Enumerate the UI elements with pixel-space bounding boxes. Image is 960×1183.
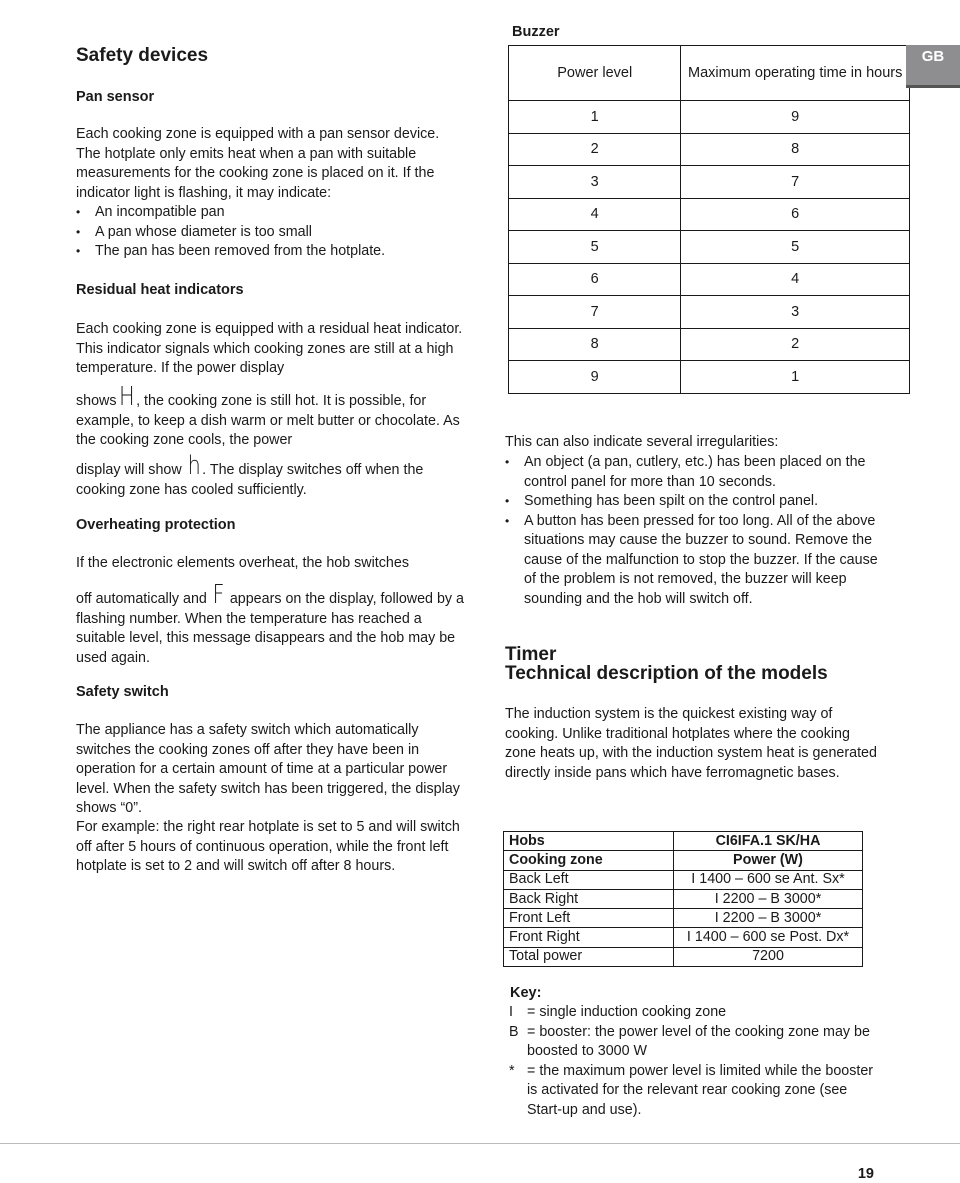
display-symbol-h-upper: H: [118, 382, 135, 412]
key-text: = the maximum power level is limited while the booster is activated for the relevant rear cooking zone (see Start-up and use).: [527, 1062, 874, 1118]
pan-sensor-heading: Pan sensor: [76, 89, 155, 105]
power-level-cell: 4: [509, 198, 681, 231]
buzzer-table: [508, 45, 910, 394]
display-symbol-f: F: [212, 580, 225, 610]
safety-devices-title: Safety devices: [76, 45, 209, 66]
text-appears: appears on the display, followed by a flashing number. When the temperature has reached a suitable level, this message disappears and the hob may be used again.: [76, 591, 465, 666]
power-level-cell: 1: [509, 101, 681, 134]
irregularities-list: [505, 453, 883, 609]
text-display-will-show: display will show: [76, 462, 182, 478]
column-header-power-level: Power level: [509, 46, 681, 101]
power-label: Power (W): [674, 851, 863, 870]
table-row: [509, 198, 910, 231]
list-item: • A pan whose diameter is too small: [76, 223, 471, 243]
pan-sensor-list: [76, 203, 471, 262]
zone-cell: Front Left: [504, 909, 674, 928]
hours-cell: 8: [681, 133, 910, 166]
models-table: [503, 831, 863, 967]
power-level-cell: 3: [509, 166, 681, 199]
residual-heat-text-1: Each cooking zone is equipped with a residual heat indicator. This indicator signals which cooking zones are still at a high temperature. If the power display: [76, 321, 463, 376]
power-level-cell: 8: [509, 328, 681, 361]
power-cell: I 2200 – B 3000*: [674, 909, 863, 928]
hours-cell: 3: [681, 296, 910, 329]
safety-switch-text-1: The appliance has a safety switch which automatically switches the cooking zones off after they have been in operation for a certain amount of time at a particular power level. When the safety switch has been triggered, the display shows “0”.: [76, 722, 460, 816]
table-row: [504, 928, 863, 947]
hours-cell: 7: [681, 166, 910, 199]
list-item: • An object (a pan, cutlery, etc.) has been placed on the control panel for more than 10 seconds.: [505, 453, 883, 492]
table-row: [509, 231, 910, 264]
list-item: • An incompatible pan: [76, 203, 471, 223]
power-level-cell: 7: [509, 296, 681, 329]
buzzer-heading: Buzzer: [512, 24, 560, 40]
tech-description-text: The induction system is the quickest existing way of cooking. Unlike traditional hotplates where the cooking zone heats up, with the induction system heat is generated directly inside pans which have ferromagnetic bases.: [505, 706, 877, 781]
page-number: 19: [857, 1166, 874, 1182]
zone-cell: Back Right: [504, 889, 674, 908]
table-row: [509, 328, 910, 361]
key-item: [505, 1023, 885, 1062]
cooking-zone-label: Cooking zone: [504, 851, 674, 870]
column-header-max-time: Maximum operating time in hours: [681, 46, 910, 101]
hours-cell: 9: [681, 101, 910, 134]
safety-switch-text-2: For example: the right rear hotplate is set to 5 and will switch off after 5 hours of continuous operation, while the front left hotplate is set to 2 and will switch off after 8 hours.: [76, 819, 460, 874]
table-row: [509, 296, 910, 329]
irregularities-intro: This can also indicate several irregularities:: [505, 434, 779, 450]
key-item: [505, 1003, 885, 1023]
table-header-row: [504, 851, 863, 870]
zone-cell: Front Right: [504, 928, 674, 947]
timer-title: Timer: [505, 644, 557, 665]
power-cell: I 2200 – B 3000*: [674, 889, 863, 908]
table-row: [509, 361, 910, 394]
power-cell: I 1400 – 600 se Post. Dx*: [674, 928, 863, 947]
power-cell: 7200: [674, 947, 863, 966]
overheating-heading: Overheating protection: [76, 517, 236, 533]
table-row: [504, 909, 863, 928]
hours-cell: 5: [681, 231, 910, 264]
safety-switch-heading: Safety switch: [76, 684, 169, 700]
language-tab: GB: [906, 45, 960, 85]
residual-heat-heading: Residual heat indicators: [76, 282, 244, 298]
key-heading: Key:: [510, 985, 542, 1001]
power-level-cell: 6: [509, 263, 681, 296]
residual-heat-text-3: [76, 451, 471, 500]
list-item: • Something has been spilt on the control panel.: [505, 492, 883, 512]
hours-cell: 6: [681, 198, 910, 231]
footer-divider: [0, 1143, 960, 1144]
hours-cell: 4: [681, 263, 910, 296]
pan-sensor-intro: Each cooking zone is equipped with a pan sensor device. The hotplate only emits heat when a pan with suitable measurements for the cooking zone is placed on it. If the indicator light is flashing, it may indicate:: [76, 126, 440, 201]
table-row: [504, 889, 863, 908]
list-item: • The pan has been removed from the hotplate.: [76, 242, 471, 262]
list-item: • A button has been pressed for too long. All of the above situations may cause the buzzer to sound. Remove the cause of the malfunction to stop the buzzer. If the cause of the problem is not removed, the buzzer will keep sounding and the hob will switch off.: [505, 512, 883, 610]
hours-cell: 2: [681, 328, 910, 361]
text-switches-off: . The display switches off when the cooking zone has cooled sufficiently.: [76, 462, 424, 498]
table-header-row: [504, 832, 863, 851]
power-level-cell: 5: [509, 231, 681, 264]
table-row: [504, 870, 863, 889]
display-symbol-h-lower: h: [187, 451, 201, 481]
key-text: = single induction cooking zone: [527, 1004, 727, 1020]
power-level-cell: 9: [509, 361, 681, 394]
power-cell: I 1400 – 600 se Ant. Sx*: [674, 870, 863, 889]
key-item: [505, 1062, 885, 1121]
key-symbol: I: [509, 1004, 513, 1020]
table-header-row: [509, 46, 910, 101]
key-symbol: B: [509, 1023, 519, 1040]
hobs-label: Hobs: [504, 832, 674, 851]
hours-cell: 1: [681, 361, 910, 394]
key-symbol: *: [509, 1062, 515, 1079]
table-row: [509, 166, 910, 199]
text-off-automatically: off automatically and: [76, 591, 207, 607]
zone-cell: Back Left: [504, 870, 674, 889]
table-row: [509, 101, 910, 134]
text-shows: shows: [76, 393, 117, 409]
tech-description-title: Technical description of the models: [505, 663, 828, 684]
overheating-text-2: [76, 580, 471, 668]
key-text: = booster: the power level of the cooking zone may be boosted to 3000 W: [527, 1023, 870, 1059]
key-section: [505, 984, 885, 1120]
table-row: [509, 263, 910, 296]
power-level-cell: 2: [509, 133, 681, 166]
zone-cell: Total power: [504, 947, 674, 966]
text-still-hot: , the cooking zone is still hot. It is possible, for example, to keep a dish warm or melt butter or chocolate. As the cooking zone cools, the power: [76, 393, 460, 448]
model-name: CI6IFA.1 SK/HA: [674, 832, 863, 851]
table-row: [509, 133, 910, 166]
table-row: [504, 947, 863, 966]
overheating-text-1: If the electronic elements overheat, the hob switches: [76, 555, 409, 571]
residual-heat-text-2: [76, 382, 471, 451]
